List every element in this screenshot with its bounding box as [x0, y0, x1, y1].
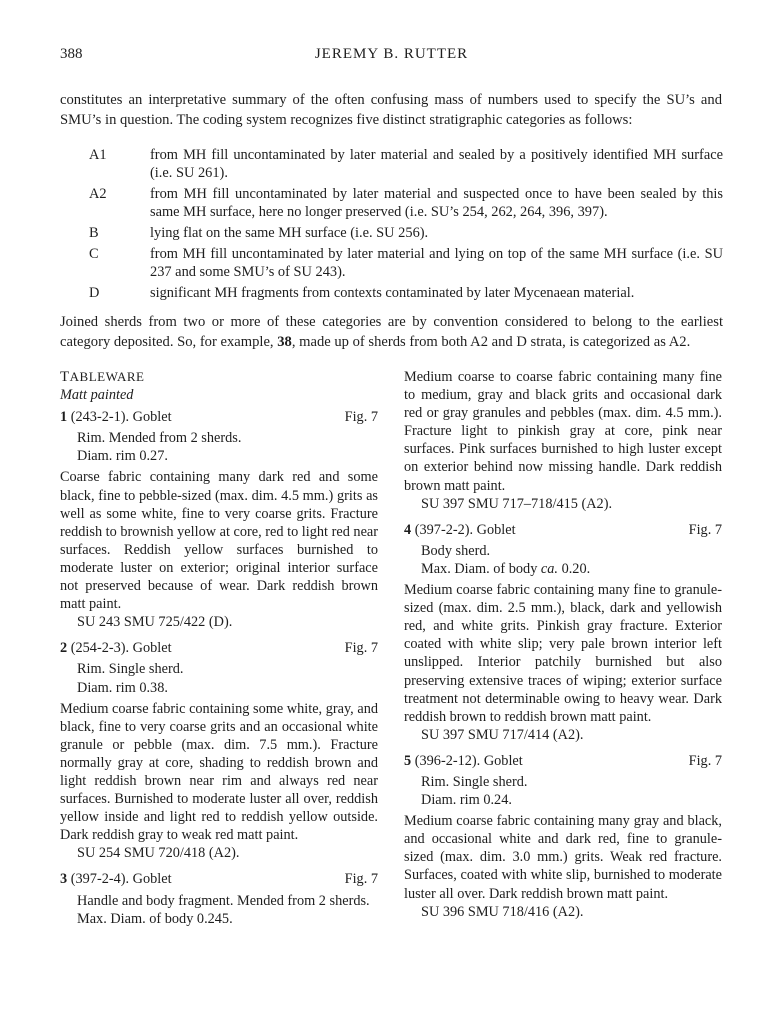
category-item — [89, 224, 723, 242]
joined-text-after: , made up of sherds from both A2 and D strata, is categorized as A2. — [291, 334, 691, 350]
category-item — [89, 284, 723, 302]
entry-dimension: Diam. rim 0.27. — [77, 448, 168, 465]
section-heading-initial: T — [60, 369, 70, 385]
category-code: A1 — [89, 147, 107, 163]
entry-fabric-description: Medium coarse to coarse fabric containing many fine to medium, gray and black grits and occasional dark red or gray granules and pebbles (max. dim. 4.5 mm.). Fracture light to pinkish gray at core, pink near surfaces. Pink surfaces burnished to high luster except on exterior behind now missing handle. Dark reddish brown matt paint. — [404, 369, 722, 494]
category-item — [89, 185, 723, 222]
diameter-label: Max. Diam. of body — [421, 560, 538, 577]
entry-dimension: Diam. rim 0.38. — [77, 679, 168, 696]
running-title: JEREMY B. RUTTER — [314, 46, 469, 62]
entry-context: SU 397 SMU 717–718/415 (A2). — [421, 495, 613, 512]
entry-number: 5 — [404, 752, 412, 769]
entry-number: 2 — [60, 640, 68, 657]
catalogue-entry-continued — [404, 368, 722, 513]
entry-number: 4 — [404, 521, 412, 538]
catalogue-entry — [404, 521, 722, 744]
figure-reference: Fig. 7 — [688, 752, 722, 769]
category-description: from MH fill uncontaminated by later material and sealed by a positively identified MH surface (i.e. SU 261). — [150, 147, 723, 182]
figure-reference: Fig. 7 — [688, 521, 722, 538]
category-code: C — [89, 245, 99, 262]
entry-context: SU 397 SMU 717/414 (A2). — [421, 726, 584, 743]
entry-identifier: (397-2-2). Goblet — [414, 521, 516, 538]
entry-identifier: (397-2-4). Goblet — [70, 871, 172, 888]
catalogue-column-right — [404, 368, 722, 929]
section-heading-rest: ABLEWARE — [69, 369, 145, 384]
category-item — [89, 146, 723, 183]
intro-paragraph: constitutes an interpretative summary of the often confusing mass of numbers used to specify the SU’s and SMU’s in question. The coding system recognizes five distinct stratigraphic categories as follows: — [60, 92, 722, 128]
catalogue-entry — [60, 870, 378, 927]
entry-preservation: Rim. Single sherd. — [77, 661, 184, 678]
entry-fabric-description: Medium coarse fabric containing many gray and black, and occasional white and dark red, fine to granule-sized (max. dim. 3.0 mm.) grits. Weak red fracture. Surfaces, coated with white slip, burnished to moderate luster all over. Dark reddish brown matt paint. — [404, 813, 722, 902]
entry-fabric-description: Medium coarse fabric containing some white, gray, and black, fine to very coarse grits and an occasional white granule or pebble (max. dim. 7.5 mm.). Fracture normally gray at core, shading to reddish brown and light reddish brown near rim and always red near surfaces. Burnished to moderate luster all over, reddish yellow inside and light red to reddish yellow outside. Dark reddish gray to weak red matt paint. — [60, 700, 378, 844]
entry-preservation: Rim. Mended from 2 sherds. — [77, 430, 242, 447]
entry-preservation: Handle and body fragment. Mended from 2 sherds. — [77, 892, 370, 909]
category-item — [89, 245, 723, 282]
entry-fabric-description: Medium coarse fabric containing many fine to granule-sized (max. dim. 2.5 mm.), black, dark and yellowish red, and white grits. Pinkish gray fracture. Exterior coated with white slip; very pale brown interior left unslipped. Interior patchily burnished but also preserving extensive traces of wiping; exterior surface treatment not determinable owing to heavy wear. Dark reddish brown to reddish brown matt paint. — [404, 582, 722, 725]
entry-preservation: Rim. Single sherd. — [421, 773, 528, 790]
category-description: significant MH fragments from contexts contaminated by later Mycenaean material. — [150, 284, 635, 301]
entry-dimension: Diam. rim 0.24. — [421, 792, 512, 809]
category-code: A2 — [89, 186, 107, 202]
circa-abbreviation: ca. — [540, 560, 558, 577]
entry-preservation: Body sherd. — [421, 542, 491, 559]
joined-text-before: Joined sherds from two or more of these categories are by convention considered to belong to the earliest category deposited. So, for example, — [60, 314, 723, 350]
entry-heading — [60, 870, 378, 888]
figure-reference: Fig. 7 — [344, 409, 378, 426]
category-list — [89, 146, 723, 304]
figure-reference: Fig. 7 — [344, 871, 378, 888]
entry-heading — [404, 752, 722, 770]
entry-number: 3 — [60, 871, 68, 888]
entry-dimension: Max. Diam. of body 0.245. — [77, 910, 233, 927]
catalogue-column-left — [60, 368, 378, 936]
section-heading — [60, 368, 378, 386]
entry-heading — [404, 521, 722, 539]
category-description: from MH fill uncontaminated by later material and suspected once to have been sealed by this same MH surface, here no longer preserved (i.e. SU’s 254, 262, 264, 396, 397). — [150, 186, 723, 221]
entry-context: SU 243 SMU 725/422 (D). — [77, 614, 233, 631]
entry-heading — [60, 639, 378, 657]
diameter-value: 0.20. — [561, 560, 591, 577]
entry-dimension — [404, 560, 722, 578]
entry-context: SU 254 SMU 720/418 (A2). — [77, 845, 240, 862]
joined-sherds-paragraph — [60, 312, 723, 352]
entry-identifier: (396-2-12). Goblet — [414, 752, 523, 769]
joined-example-number: 38 — [277, 334, 292, 350]
category-code: D — [89, 284, 100, 301]
subsection-heading: Matt painted — [60, 387, 134, 404]
entry-identifier: (254-2-3). Goblet — [70, 640, 172, 657]
figure-reference: Fig. 7 — [344, 640, 378, 657]
entry-number: 1 — [60, 409, 68, 426]
catalogue-entry — [60, 639, 378, 862]
category-description: lying flat on the same MH surface (i.e. SU 256). — [150, 225, 429, 241]
category-code: B — [89, 225, 99, 241]
entry-fabric-description: Coarse fabric containing many dark red and some black, fine to pebble-sized (max. dim. 4.5 mm.) grits as well as some white, fine to very coarse grits. Fracture reddish to brownish yellow at core, red to light red near surfaces. Reddish yellow surfaces burnished to moderate luster on exterior; original interior surface not preserved because of wear. Dark reddish brown matt paint. — [60, 469, 379, 613]
catalogue-entry — [404, 752, 722, 921]
page-number: 388 — [60, 46, 83, 62]
catalogue-entry — [60, 408, 378, 631]
entry-heading — [60, 408, 378, 426]
entry-identifier: (243-2-1). Goblet — [70, 409, 172, 426]
page-header — [60, 46, 723, 70]
category-description: from MH fill uncontaminated by later material and lying on top of the same MH surface (i.e. SU 237 and some SMU’s of SU 243). — [150, 245, 723, 280]
entry-context: SU 396 SMU 718/416 (A2). — [421, 903, 584, 920]
